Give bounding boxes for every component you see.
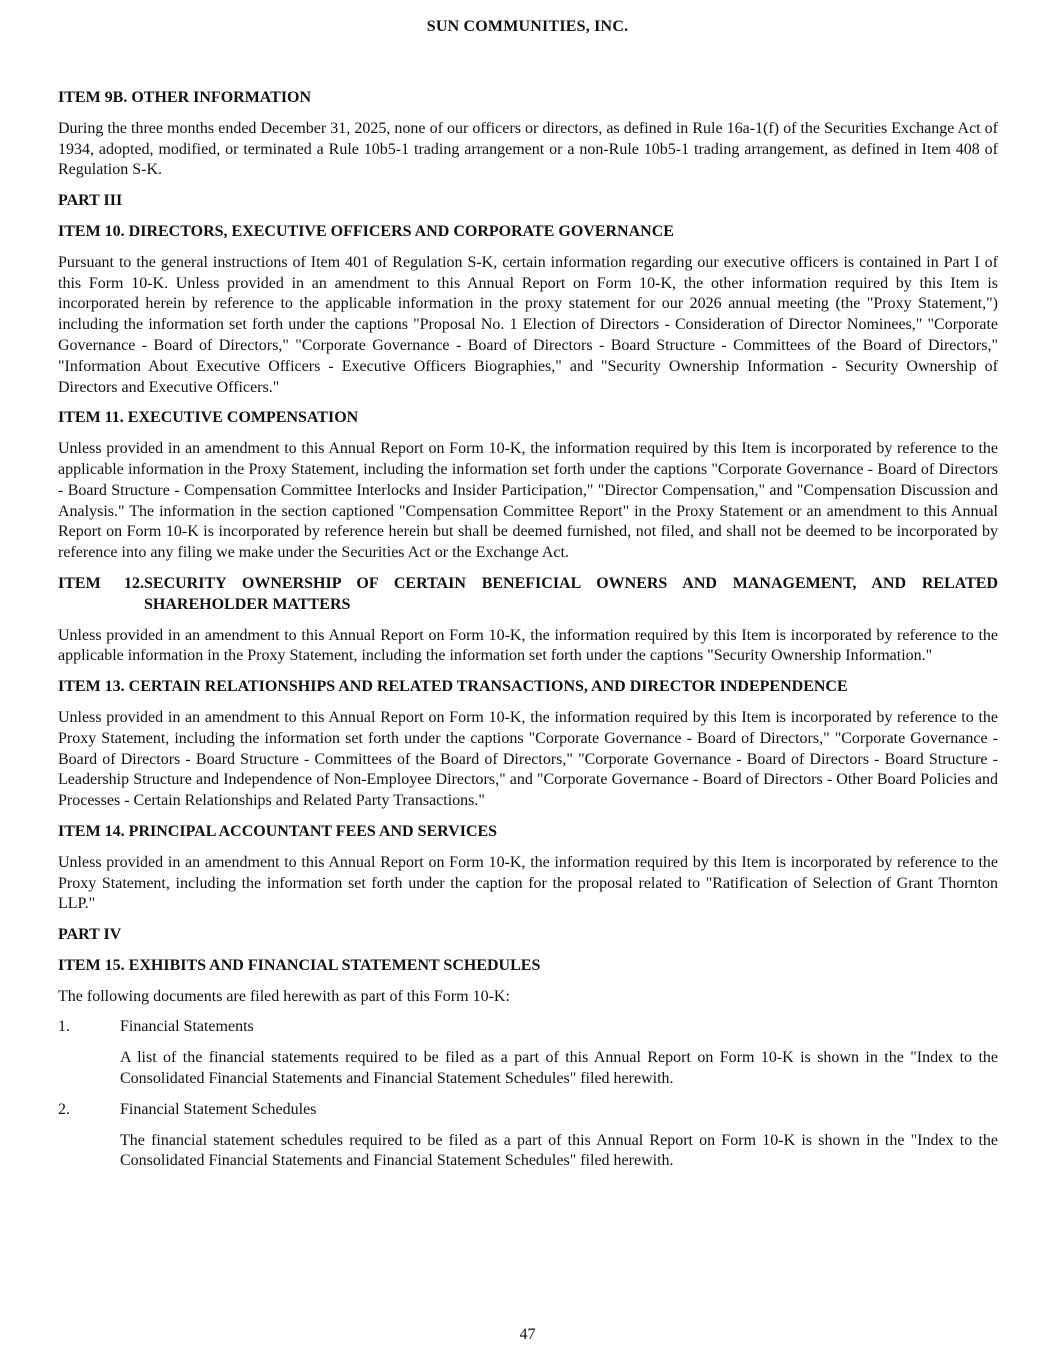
- list-item-description: The financial statement schedules required to be filed as a part of this Annual Report on Form 10-K is shown in the "Index to the Consolidated Financial Statements and Financial Statement Schedules" filed herewith.: [120, 1131, 998, 1170]
- item-12-heading: [58, 574, 998, 616]
- item-15-heading: ITEM 15. EXHIBITS AND FINANCIAL STATEMENT SCHEDULES: [58, 956, 541, 974]
- list-item-title: Financial Statements: [120, 1018, 254, 1036]
- item-9b-body: During the three months ended December 31, 2025, none of our officers or directors, as defined in Rule 16a-1(f) of the Securities Exchange Act of 1934, adopted, modified, or terminated a Rule 10b5-1 trading arrangement or a non-Rule 10b5-1 trading arrangement, as defined in Item 408 of Regulation S-K.: [58, 119, 998, 179]
- list-item-number: 1.: [58, 1018, 70, 1036]
- item-9b-heading: ITEM 9B. OTHER INFORMATION: [58, 89, 312, 106]
- item-13-heading: ITEM 13. CERTAIN RELATIONSHIPS AND RELATED TRANSACTIONS, AND DIRECTOR INDEPENDENCE: [58, 678, 848, 696]
- item-10-heading: ITEM 10. DIRECTORS, EXECUTIVE OFFICERS AND CORPORATE GOVERNANCE: [58, 222, 674, 240]
- list-item-title: Financial Statement Schedules: [120, 1100, 317, 1118]
- item-12-number: ITEM 12.: [58, 574, 144, 592]
- item-12-title: SECURITY OWNERSHIP OF CERTAIN BENEFICIAL OWNERS AND MANAGEMENT, AND RELATED SHAREHOLDER MATTERS: [144, 574, 998, 613]
- part-4-heading: PART IV: [58, 926, 122, 944]
- item-14-body: Unless provided in an amendment to this Annual Report on Form 10-K, the information required by this Item is incorporated by reference to the Proxy Statement, including the information set forth under the caption for the proposal related to "Ratification of Selection of Grant Thornton LLP.": [58, 853, 998, 913]
- company-header: SUN COMMUNITIES, INC.: [426, 18, 629, 35]
- part-3-heading: PART III: [58, 192, 123, 210]
- item-11-heading: ITEM 11. EXECUTIVE COMPENSATION: [58, 409, 359, 427]
- item-13-body: Unless provided in an amendment to this Annual Report on Form 10-K, the information required by this Item is incorporated by reference to the Proxy Statement, including the information set forth under the captions "Corporate Governance - Board of Directors," "Corporate Governance - Board of Directors - Board Structure - Committees of the Board of Directors," "Corporate Governance - Board of Directors - Board Structure - Leadership Structure and Independence of Non-Employee Directors," and "Corporate Governance - Board of Directors - Other Board Policies and Processes - Certain Relationships and Related Party Transactions.": [58, 708, 998, 810]
- list-item-number: 2.: [58, 1100, 70, 1118]
- document-body: [58, 88, 998, 1182]
- item-14-heading: ITEM 14. PRINCIPAL ACCOUNTANT FEES AND SERVICES: [58, 822, 498, 840]
- item-12-body: Unless provided in an amendment to this Annual Report on Form 10-K, the information required by this Item is incorporated by reference to the applicable information in the Proxy Statement, including the information set forth under the captions "Security Ownership Information.": [58, 626, 998, 665]
- item-11-body: Unless provided in an amendment to this Annual Report on Form 10-K, the information required by this Item is incorporated by reference to the applicable information in the Proxy Statement, including the information set forth under the captions "Corporate Governance - Board of Directors - Board Structure - Compensation Committee Interlocks and Insider Participation," "Director Compensation," and "Compensation Discussion and Analysis." The information in the section captioned "Compensation Committee Report" in the Proxy Statement or an amendment to this Annual Report on Form 10-K is incorporated by reference herein but shall be deemed furnished, not filed, and shall not be deemed to be incorporated by reference into any filing we make under the Securities Act or the Exchange Act.: [58, 440, 998, 562]
- list-item: [58, 1100, 998, 1121]
- item-10-body: Pursuant to the general instructions of Item 401 of Regulation S-K, certain information regarding our executive officers is contained in Part I of this Form 10-K. Unless provided in an amendment to this Annual Report on Form 10-K, the other information required by this Item is incorporated herein by reference to the applicable information in the proxy statement for our 2026 annual meeting (the "Proxy Statement,") including the information set forth under the captions "Proposal No. 1 Election of Directors - Consideration of Director Nominees," "Corporate Governance - Board of Directors," "Corporate Governance - Board of Directors - Board Structure - Committees of the Board of Directors," "Information About Executive Officers - Executive Officers Biographies," and "Security Ownership Information - Security Ownership of Directors and Executive Officers.": [58, 253, 998, 396]
- page-number: 47: [519, 1326, 536, 1343]
- list-item: [58, 1017, 998, 1038]
- item-15-intro: The following documents are filed herewith as part of this Form 10-K:: [58, 987, 510, 1005]
- list-item-description: A list of the financial statements required to be filed as a part of this Annual Report on Form 10-K is shown in the "Index to the Consolidated Financial Statements and Financial Statement Schedules" filed herewith.: [120, 1049, 998, 1088]
